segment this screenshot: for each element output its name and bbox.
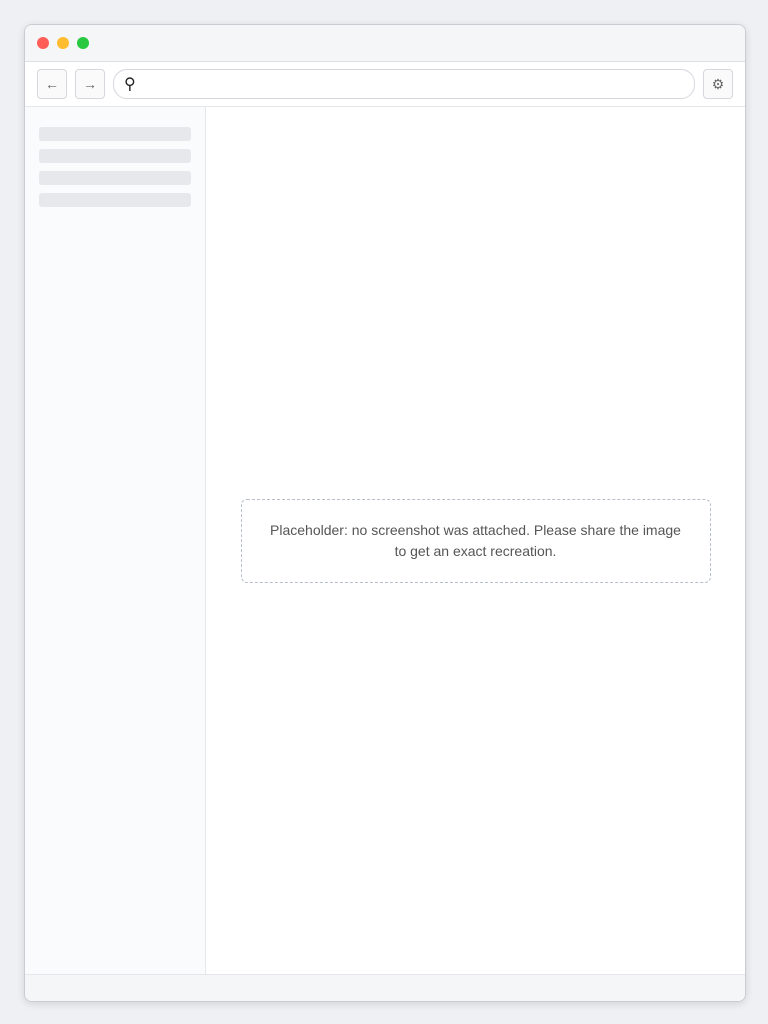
window-body	[25, 107, 745, 974]
missing-image-notice: Placeholder: no screenshot was attached. Please share the image to get an exact recreation.	[241, 499, 711, 583]
sidebar-item-placeholder	[39, 171, 191, 185]
settings-button[interactable]	[703, 69, 733, 99]
sidebar-item-placeholder	[39, 149, 191, 163]
search-input[interactable]	[142, 76, 684, 93]
arrow-right-icon: →	[83, 76, 97, 92]
title-bar	[25, 25, 745, 62]
sidebar-item-placeholder	[39, 127, 191, 141]
close-window-icon[interactable]	[37, 37, 49, 49]
minimize-window-icon[interactable]	[57, 37, 69, 49]
sidebar	[25, 107, 206, 974]
app-window	[24, 24, 746, 1002]
toolbar	[25, 62, 745, 107]
window-title	[97, 36, 733, 51]
status-bar	[25, 974, 745, 1001]
sidebar-item-placeholder	[39, 193, 191, 207]
maximize-window-icon[interactable]	[77, 37, 89, 49]
search-box[interactable]	[113, 69, 695, 99]
arrow-left-icon: ←	[45, 76, 59, 92]
search-icon: ⚲	[124, 76, 136, 93]
back-button[interactable]	[37, 69, 67, 99]
gear-icon: ⚙	[711, 75, 725, 92]
main-content	[206, 107, 745, 974]
forward-button[interactable]	[75, 69, 105, 99]
